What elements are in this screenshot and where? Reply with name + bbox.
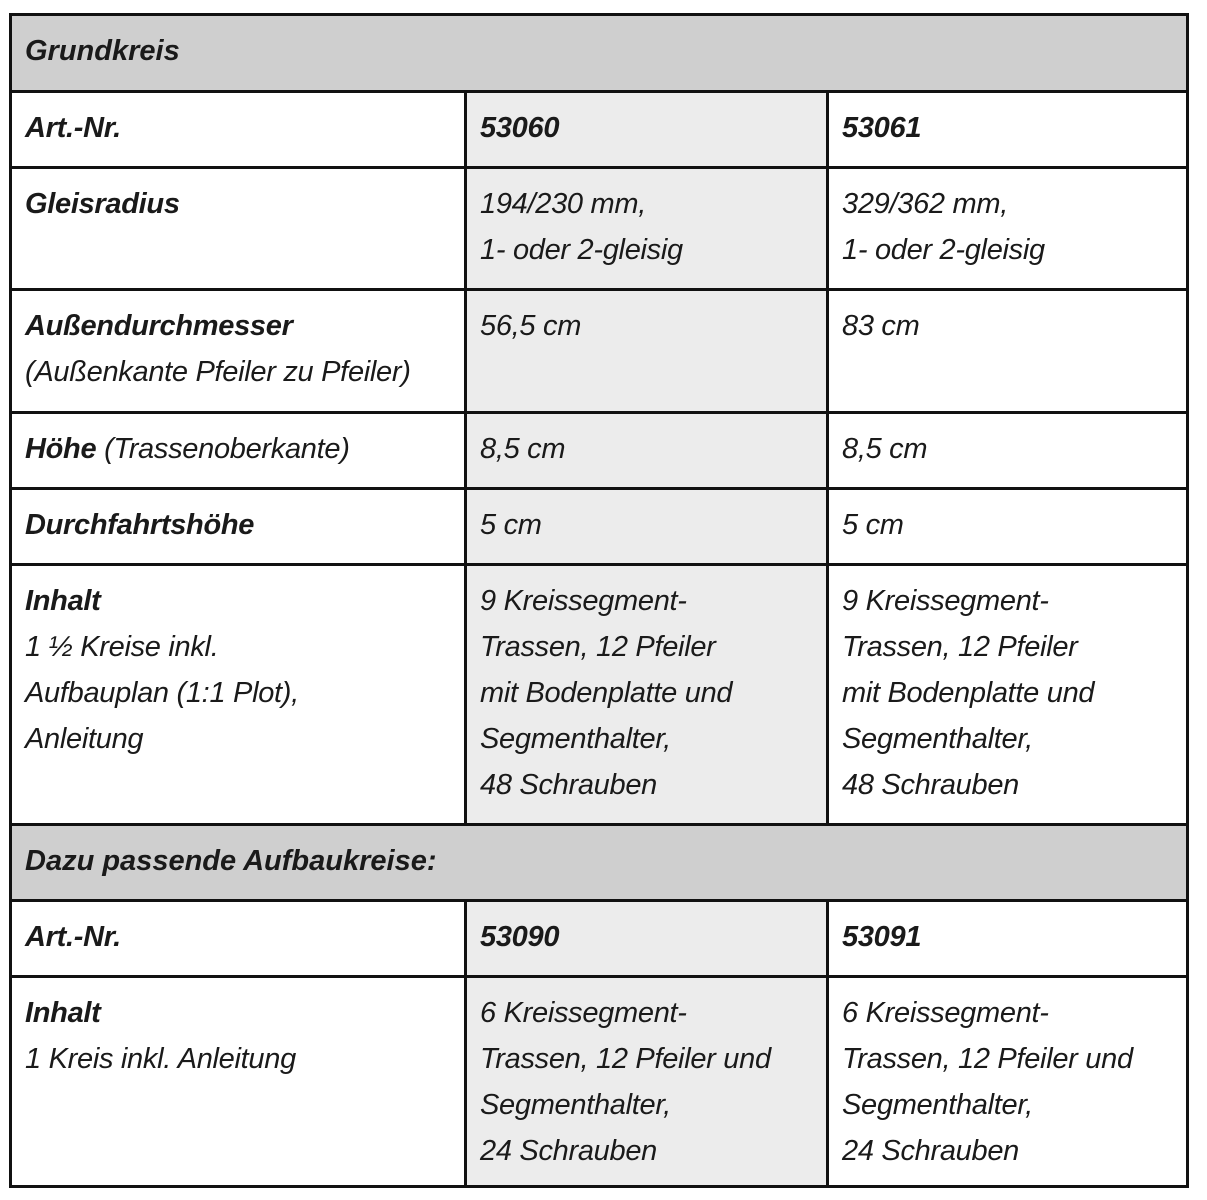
- value-line: Segmenthalter,: [480, 1089, 671, 1121]
- row-label: Art.-Nr.: [25, 921, 121, 953]
- value-line: 5 cm: [480, 509, 542, 541]
- value-line: Segmenthalter,: [480, 723, 671, 755]
- value-line: mit Bodenplatte und: [842, 677, 1095, 709]
- table-row: [12, 414, 1186, 490]
- value-cell-col2: [829, 566, 1186, 823]
- value-line: 6 Kreissegment-: [480, 997, 687, 1029]
- value-line: Segmenthalter,: [842, 1089, 1033, 1121]
- value-line: 6 Kreissegment-: [842, 997, 1049, 1029]
- article-number: 53060: [480, 112, 560, 144]
- value-cell-col2: [829, 169, 1186, 288]
- value-cell-col1: [467, 414, 829, 487]
- value-line: 48 Schrauben: [842, 769, 1019, 801]
- value-line: 5 cm: [842, 509, 904, 541]
- row-label: Höhe: [25, 433, 97, 465]
- value-line: 1- oder 2-gleisig: [842, 234, 1045, 266]
- value-cell-col2: [829, 291, 1186, 411]
- value-cell-col1: [467, 291, 829, 411]
- value-line: 24 Schrauben: [842, 1135, 1019, 1167]
- row-label-cell: [12, 93, 467, 166]
- value-line: 8,5 cm: [480, 433, 566, 465]
- row-label-cell: [12, 902, 467, 975]
- article-number: 53091: [842, 921, 922, 953]
- row-label: Inhalt: [25, 585, 101, 617]
- value-line: 83 cm: [842, 310, 920, 342]
- value-cell-col2: [829, 490, 1186, 563]
- table-row: [12, 291, 1186, 414]
- section-header-aufbaukreise: [12, 826, 1186, 902]
- value-line: Trassen, 12 Pfeiler: [480, 631, 716, 663]
- value-line: 329/362 mm,: [842, 188, 1008, 220]
- section-title: Grundkreis: [25, 35, 180, 67]
- row-label-cell: [12, 566, 467, 823]
- row-label-extra: (Trassenoberkante): [104, 433, 350, 465]
- row-label-line: Anleitung: [25, 723, 144, 755]
- value-cell-col1: [467, 902, 829, 975]
- value-line: 48 Schrauben: [480, 769, 657, 801]
- spec-table: [9, 13, 1189, 1188]
- section-header-grundkreis: [12, 16, 1186, 93]
- row-label-cell: [12, 169, 467, 288]
- value-cell-col2: [829, 93, 1186, 166]
- value-line: Trassen, 12 Pfeiler und: [480, 1043, 771, 1075]
- row-label-sub: (Außenkante Pfeiler zu Pfeiler): [25, 356, 411, 388]
- table-row: [12, 902, 1186, 978]
- value-cell-col1: [467, 490, 829, 563]
- value-line: Trassen, 12 Pfeiler: [842, 631, 1078, 663]
- row-label-line: 1 Kreis inkl. Anleitung: [25, 1043, 296, 1075]
- value-line: Trassen, 12 Pfeiler und: [842, 1043, 1133, 1075]
- table-row: [12, 169, 1186, 291]
- value-line: 8,5 cm: [842, 433, 928, 465]
- row-label-cell: [12, 978, 467, 1185]
- row-label-line: Aufbauplan (1:1 Plot),: [25, 677, 299, 709]
- value-line: 24 Schrauben: [480, 1135, 657, 1167]
- row-label: Durchfahrtshöhe: [25, 509, 255, 541]
- table-row: [12, 978, 1186, 1185]
- article-number: 53061: [842, 112, 922, 144]
- row-label-cell: [12, 291, 467, 411]
- row-label-cell: [12, 490, 467, 563]
- value-line: Segmenthalter,: [842, 723, 1033, 755]
- table-row: [12, 566, 1186, 826]
- section-title: Dazu passende Aufbaukreise:: [25, 845, 437, 877]
- value-cell-col1: [467, 169, 829, 288]
- value-cell-col1: [467, 566, 829, 823]
- row-label: Art.-Nr.: [25, 112, 121, 144]
- value-cell-col2: [829, 978, 1186, 1185]
- value-line: mit Bodenplatte und: [480, 677, 733, 709]
- value-line: 9 Kreissegment-: [842, 585, 1049, 617]
- row-label: Außendurchmesser: [25, 310, 293, 342]
- row-label: Inhalt: [25, 997, 101, 1029]
- value-line: 9 Kreissegment-: [480, 585, 687, 617]
- value-line: 194/230 mm,: [480, 188, 646, 220]
- value-cell-col2: [829, 902, 1186, 975]
- value-cell-col1: [467, 978, 829, 1185]
- row-label: Gleisradius: [25, 188, 180, 220]
- table-row: [12, 93, 1186, 169]
- value-cell-col1: [467, 93, 829, 166]
- row-label-line: 1 ½ Kreise inkl.: [25, 631, 219, 663]
- value-cell-col2: [829, 414, 1186, 487]
- article-number: 53090: [480, 921, 560, 953]
- table-row: [12, 490, 1186, 566]
- value-line: 56,5 cm: [480, 310, 582, 342]
- row-label-cell: [12, 414, 467, 487]
- value-line: 1- oder 2-gleisig: [480, 234, 683, 266]
